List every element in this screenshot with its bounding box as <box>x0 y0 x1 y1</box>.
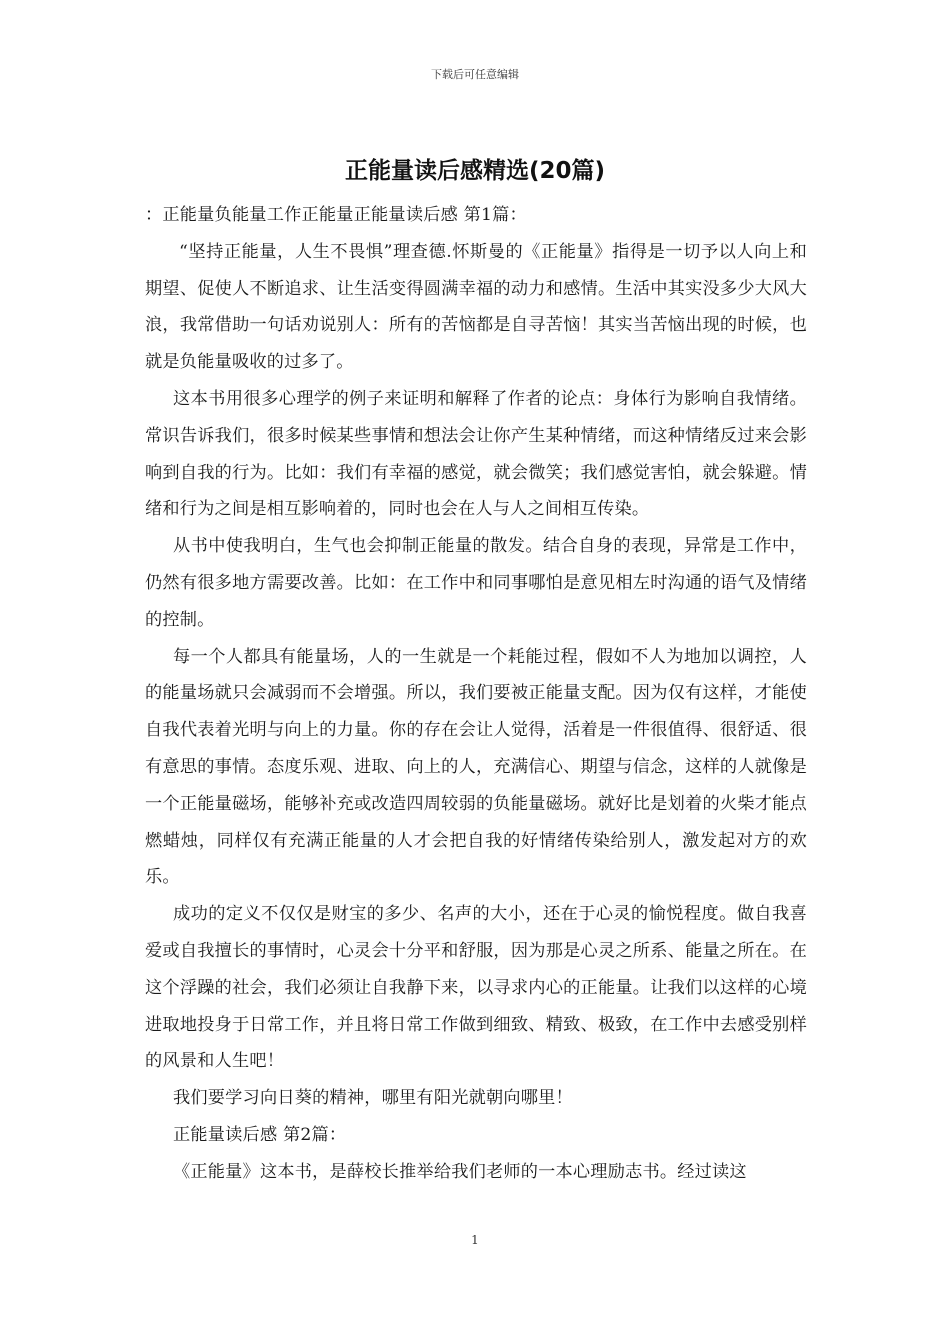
page-number: 1 <box>471 1233 479 1247</box>
document-body <box>145 197 807 1191</box>
paragraph: 我们要学习向日葵的精神，哪里有阳光就朝向哪里！ <box>173 1088 573 1109</box>
paragraph: 这本书用很多心理学的例子来证明和解释了作者的论点：身体行为影响自我情绪。常识告诉我们，很多时候某些事情和想法会让你产生某种情绪，而这种情绪反过来会影响到自我的行为。比如：我们有幸福的感觉，就会微笑；我们感觉害怕，就会躲避。情绪和行为之间是相互影响着的，同时也会在人与人之间相互传染。 <box>145 388 807 520</box>
paragraph: 《正能量》这本书，是薛校长推举给我们老师的一本心理励志书。经过读这 <box>173 1161 747 1182</box>
section-heading: 正能量读后感 第2篇： <box>173 1124 347 1145</box>
header-note: 下载后可任意编辑 <box>431 68 519 81</box>
paragraph: 成功的定义不仅仅是财宝的多少、名声的大小，还在于心灵的愉悦程度。做自我喜爱或自我擅长的事情时，心灵会十分平和舒服，因为那是心灵之所系、能量之所在。在这个浮躁的社会，我们必须让自我静下来，以寻求内心的正能量。让我们以这样的心境进取地投身于日常工作，并且将日常工作做到细致、精致、极致，在工作中去感受别样的风景和人生吧！ <box>145 904 807 1072</box>
document-title: 正能量读后感精选(20篇) <box>344 158 606 184</box>
paragraph: 每一个人都具有能量场，人的一生就是一个耗能过程，假如不人为地加以调控，人的能量场就只会减弱而不会增强。所以，我们要被正能量支配。因为仅有这样，才能使自我代表着光明与向上的力量。你的存在会让人觉得，活着是一件很值得、很舒适、很有意思的事情。态度乐观、进取、向上的人，充满信心、期望与信念，这样的人就像是一个正能量磁场，能够补充或改造四周较弱的负能量磁场。就好比是划着的火柴才能点燃蜡烛，同样仅有充满正能量的人才会把自我的好情绪传染给别人，激发起对方的欢乐。 <box>145 646 807 888</box>
paragraph: 从书中使我明白，生气也会抑制正能量的散发。结合自身的表现，异常是工作中，仍然有很多地方需要改善。比如：在工作中和同事哪怕是意见相左时沟通的语气及情绪的控制。 <box>145 536 807 630</box>
paragraph: “坚持正能量，人生不畏惧”理查德.怀斯曼的《正能量》指得是一切予以人向上和期望、促使人不断追求、让生活变得圆满幸福的动力和感情。生活中其实没多少大风大浪，我常借助一句话劝说别人：所有的苦恼都是自寻苦恼！其实当苦恼出现的时候，也就是负能量吸收的过多了。 <box>145 241 807 373</box>
paragraph-keywords: ：正能量负能量工作正能量正能量读后感 第1篇： <box>145 205 527 225</box>
